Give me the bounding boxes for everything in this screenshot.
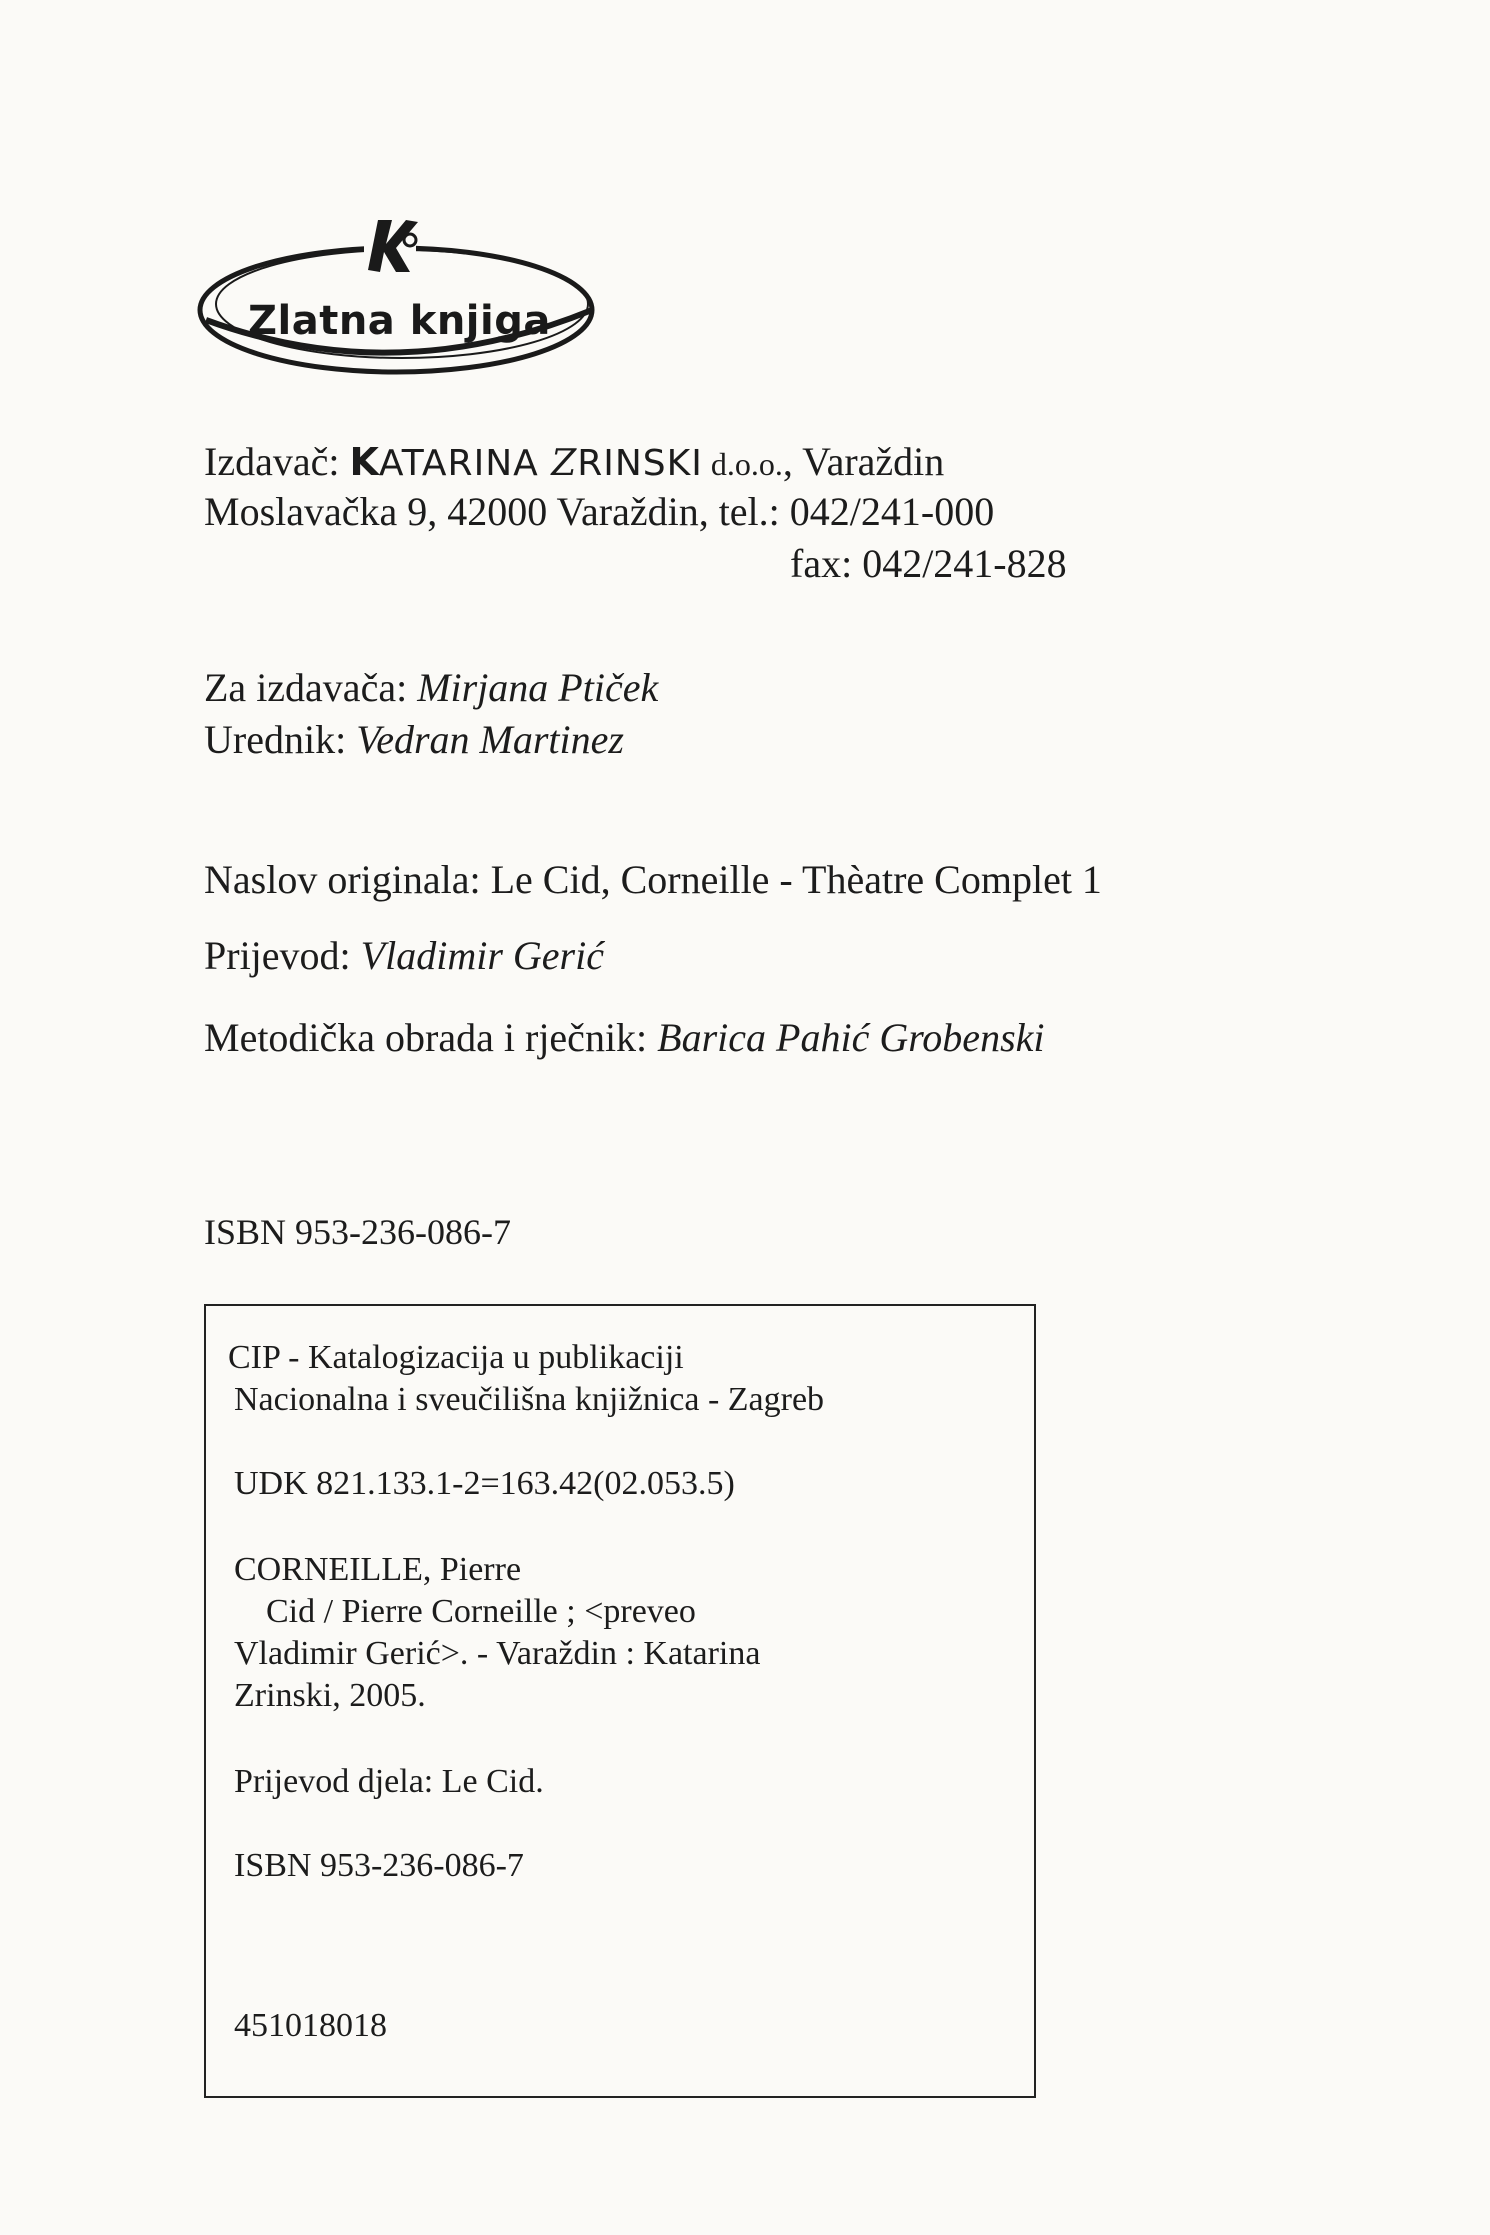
cip-number: 451018018 <box>234 2007 387 2044</box>
for-publisher-label: Za izdavača: <box>204 665 408 710</box>
cip-record-box <box>204 1304 1036 2098</box>
cip-udk: UDK 821.133.1-2=163.42(02.053.5) <box>234 1465 735 1502</box>
translation-label: Prijevod: <box>204 933 351 978</box>
publisher-address: Moslavačka 9, 42000 Varaždin, tel.: 042/241-000 <box>204 489 995 534</box>
translation-line <box>204 932 604 980</box>
editor-label: Urednik: <box>204 717 347 762</box>
publisher-line <box>204 438 944 488</box>
publisher-label: Izdavač: <box>204 439 340 484</box>
cip-desc-3: Zrinski, 2005. <box>234 1677 426 1714</box>
cip-desc-1: Cid / Pierre Corneille ; <preveo <box>266 1593 696 1630</box>
cip-isbn: ISBN 953-236-086-7 <box>234 1847 524 1884</box>
cip-desc-2: Vladimir Gerić>. - Varaždin : Katarina <box>234 1635 761 1672</box>
editor-line <box>204 716 624 764</box>
logo-text: Zlatna knjiga <box>248 298 551 344</box>
method-label: Metodička obrada i rječnik: <box>204 1015 648 1060</box>
method-name: Barica Pahić Grobenski <box>657 1015 1045 1060</box>
translator-name: Vladimir Gerić <box>360 933 604 978</box>
brand-name-2: RINSKI <box>577 443 703 484</box>
original-title: Naslov originala: Le Cid, Corneille - Thèatre Complet 1 <box>204 857 1102 902</box>
logo-ellipse-icon <box>196 200 616 390</box>
isbn: ISBN 953-236-086-7 <box>204 1212 511 1252</box>
brand-z: Z <box>551 443 578 484</box>
publisher-fax: fax: 042/241-828 <box>790 541 1067 586</box>
for-publisher-name: Mirjana Ptiček <box>417 665 659 710</box>
cip-translation-note: Prijevod djela: Le Cid. <box>234 1763 544 1800</box>
editor-name: Vedran Martinez <box>356 717 624 762</box>
method-line <box>204 1014 1045 1062</box>
brand-doo: d.o.o. <box>702 446 783 482</box>
cip-line-1: CIP - Katalogizacija u publikaciji <box>228 1339 684 1376</box>
brand-initial: K <box>349 440 379 484</box>
cip-author: CORNEILLE, Pierre <box>234 1551 522 1588</box>
zlatna-knjiga-logo <box>196 200 616 390</box>
cip-line-2: Nacionalna i sveučilišna knjižnica - Zagreb <box>234 1381 825 1418</box>
publisher-city: , Varaždin <box>782 439 945 484</box>
for-publisher-line <box>204 664 658 712</box>
brand-name-1: ATARINA <box>378 443 552 484</box>
